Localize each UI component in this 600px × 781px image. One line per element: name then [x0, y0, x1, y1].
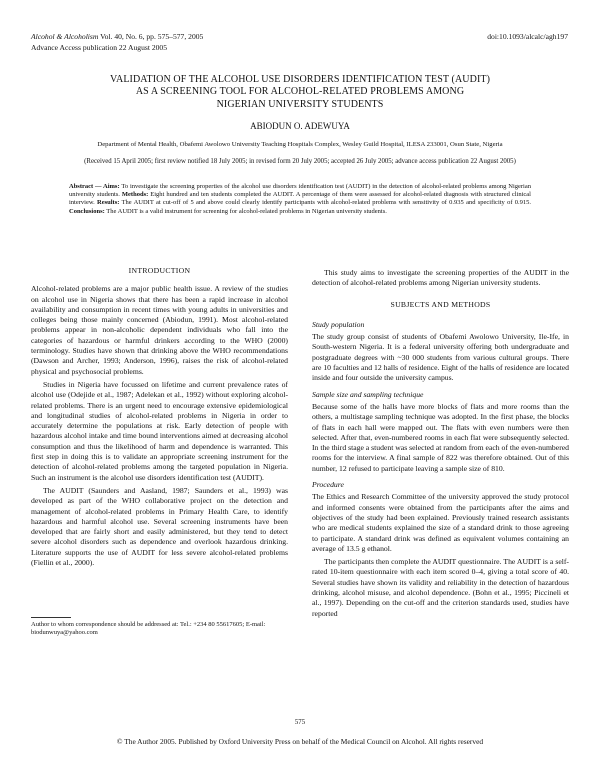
- copyright-notice: © The Author 2005. Published by Oxford University Press on behalf of the Medical Council on Alcohol. All rights reserved: [116, 737, 484, 746]
- correspondence-footnote: Author to whom correspondence should be addressed at: Tel.: +234 80 55617605; E-mail: biodunwuya@yahoo.com: [31, 621, 266, 637]
- study-population-paragraph: The study group consist of students of Obafemi Awolowo University, Ile-Ife, in South-western Nigeria. It is a federal university offering both undergraduate and postgraduate degrees with ~30 000 students from various cultural groups. There are 10 faculties and 12 halls of residence. Eight of the halls of residence are located inside and four outside the university campus.: [312, 332, 569, 383]
- sample-size-paragraph: Because some of the halls have more blocks of flats and more rooms than the others, a multistage sampling technique was adopted. In the first phase, the blocks of flats in each hall were mapped out. The flats with even numbers were then selected. After that, even-numbered rooms in each flat were subsequently selected. In the third stage a student was selected at random from each of the even-numbered rooms for the interview. A final sample of 822 was therefore obtained. Out of this number, 12 refused to participate leaving a sample size of 810.: [312, 401, 570, 473]
- abstract-label: Abstract — Aims:: [69, 183, 120, 190]
- study-population-subheading: Study population: [312, 319, 365, 329]
- volume-pages: Vol. 40, No. 6, pp. 575–577, 2005: [98, 32, 204, 41]
- abstract-methods-label: Methods:: [121, 191, 149, 199]
- abstract-methods: Eight hundred and ten students completed the AUDIT. A percentage of them were assessed for alcohol-related diagnosis with structured clinical interview.: [69, 191, 531, 207]
- introduction-heading: INTRODUCTION: [128, 266, 191, 275]
- article-title: [40, 74, 560, 111]
- abstract-results: The AUDIT at cut-off of 5 and above could clearly identify participants with alcohol-related problems with sensitivity of 0.935 and specificity of 0.915.: [119, 199, 532, 207]
- right-column: [312, 268, 569, 619]
- abstract-aims: To investigate the screening properties of the alcohol use disorders identification test (AUDIT) in the detection of alcohol-related problems among Nigerian university students.: [69, 183, 531, 199]
- author-name: ABIODUN O. ADEWUYA: [250, 121, 350, 131]
- left-column: [31, 266, 288, 568]
- procedure-paragraph-1: The Ethics and Research Committee of the university approved the study protocol and informed consents were obtained from the participants after the aims and objectives of the study had been explained. Previously trained research assistants who are medical students explained the size of a standard drink to those agreeing to participate. A standard drink was defined as equivalent volumes containing an average of 13.5 g ethanol.: [312, 492, 569, 553]
- journal-name: Alcohol & Alcoholism: [31, 32, 99, 41]
- doi: doi:10.1093/alcalc/agh197: [487, 32, 568, 41]
- abstract-conclusions: The AUDIT is a valid instrument for screening for alcohol-related problems in Nigerian university students.: [104, 207, 387, 215]
- journal-citation: [31, 32, 203, 42]
- page-number: 575: [294, 719, 306, 726]
- received-dates: (Received 15 April 2005; first review notified 18 July 2005; in revised form 20 July 2005; accepted 26 July 2005; advance access publication 22 August 2005): [84, 158, 516, 165]
- intro-paragraph-2: Studies in Nigeria have focussed on lifetime and current prevalence rates of alcohol use (Odejide et al., 1987; Adelekan et al., 1992) without exploring alcohol-related problems. There is an urgent need to encourage extensive epidemiological and longitudinal studies of alcohol-related problems in Nigeria in order to accurately determine the populations at risk. Early detection of people with hazardous alcohol intake and time bound interventions aimed at decreasing alcohol consumption and thus the likelihood of harm and dependence is warranted. This first step in doing this is to validate an appropriate screening instrument for the detection of alcohol-related problems among the targeted population in Nigeria. Such an instrument is the alcohol use disorders identification test (AUDIT).: [31, 379, 288, 482]
- abstract-results-label: Results:: [97, 199, 120, 207]
- sample-size-subheading: Sample size and sampling technique: [312, 389, 424, 399]
- footnote-rule: [31, 617, 71, 618]
- intro-paragraph-1: Alcohol-related problems are a major public health issue. A review of the studies on alcohol use in Nigeria shows that there has been a rapid increase in alcohol availability and consumption in recent times with young adults in universities and colleges being those mainly concerned (Abiodun, 1991). Most alcohol-related problems appear in non-alcoholic dependent individuals who fall into the categories of hazardous or harmful drinkers according to the WHO (2000) terminology. Studies have shown that drinking above the WHO recommendations (Dawson and Archer, 1993; Anderson, 1996), raises the risk of alcohol-related physical and psychosocial problems.: [31, 284, 288, 376]
- advance-access-note: Advance Access publication 22 August 2005: [31, 43, 168, 52]
- title-line-2: AS A SCREENING TOOL FOR ALCOHOL-RELATED PROBLEMS AMONG: [135, 86, 465, 98]
- procedure-subheading: Procedure: [312, 480, 344, 490]
- affiliation: Department of Mental Health, Obafemi Awolowo University Teaching Hospitals Complex, Wesley Guild Hospital, ILESA 233001, Osun State, Nigeria: [97, 141, 503, 148]
- title-line-1: VALIDATION OF THE ALCOHOL USE DISORDERS IDENTIFICATION TEST (AUDIT): [109, 74, 491, 85]
- procedure-paragraph-2: The participants then complete the AUDIT questionnaire. The AUDIT is a self-rated 10-item questionnaire with each item scored 0–4, giving a total score of 40. Several studies have shown its validity and reliability in the detection of hazardous drinking, alcohol misuse, and alcohol dependence. (Bohn et al., 1995; Piccineli et al., 1997). Depending on the cut-off and the criterion standards used, studies have reported: [312, 557, 569, 618]
- subjects-methods-heading: SUBJECTS AND METHODS: [390, 299, 491, 309]
- abstract-conclusions-label: Conclusions:: [69, 207, 105, 215]
- study-aim-paragraph: This study aims to investigate the screening properties of the AUDIT in the detection of alcohol-related problems among Nigerian university students.: [312, 268, 569, 288]
- title-line-3: NIGERIAN UNIVERSITY STUDENTS: [216, 98, 384, 110]
- intro-paragraph-3: The AUDIT (Saunders and Aasland, 1987; Saunders et al., 1993) was developed as part of the WHO collaborative project on the detection and management of alcohol-related problems in Primary Health Care, to identify hazardous and harmful alcohol use. Several screening instruments have been developed that are fairly short and easily administered, but they tend to detect severe alcohol disorders such as dependence and overlook hazardous drinking. Literature supports the use of AUDIT for less severe alcohol-related problems (Fiellin et al., 2000).: [31, 485, 288, 568]
- abstract: [69, 183, 531, 216]
